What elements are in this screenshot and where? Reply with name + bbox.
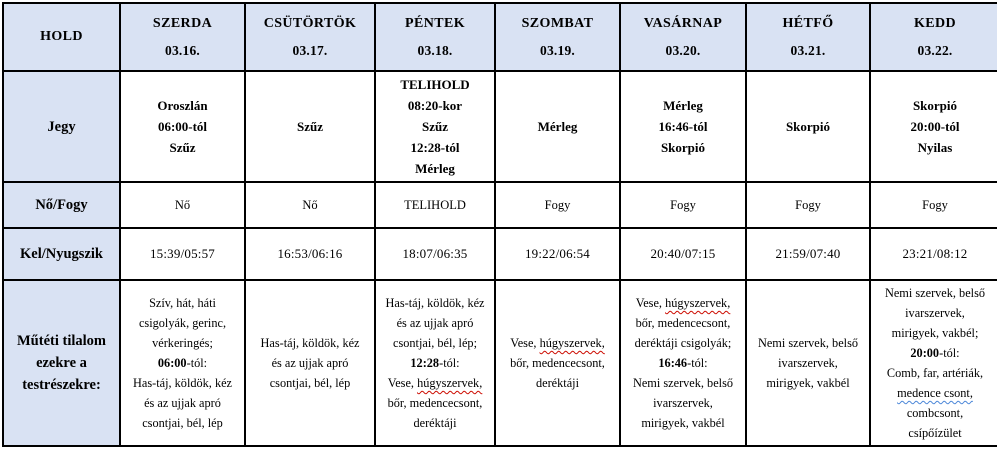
header-cell-pentek [375,3,495,71]
text-run: Nemi szervek, belső [757,336,859,350]
text-run: deréktáji [535,376,579,390]
text-run: mirigyek, vakbél; [891,326,979,340]
row-kel-nyugszik [3,228,997,280]
text-line [126,373,239,393]
text-run: -tól: [439,356,460,370]
text-run: 20:00 [910,346,940,360]
text-run: és az ujjak apró [271,356,349,370]
text-run: 08:20-kor [407,98,463,113]
text-run: Mérleg [663,98,703,113]
text-run: Vese, [387,376,418,390]
text-line [752,333,864,353]
text-run: deréktáji csigolyák; [634,336,732,350]
text-run: -tól: [687,356,708,370]
text-line [126,333,239,353]
text-run: Szűz [297,119,323,134]
day-date: 03.20. [665,42,701,58]
text-line [381,116,489,137]
text-line [381,393,489,413]
header-row [3,3,997,71]
text-line [381,293,489,313]
row-label-jegy: Jegy [3,71,120,182]
header-cell-szombat [495,3,620,71]
text-line [876,137,994,158]
text-line [126,393,239,413]
text-line [501,333,614,353]
proofing-marked-text: húgyszervek, [417,376,483,390]
text-line [626,95,740,116]
text-line [752,116,864,137]
text-run: csontjai, bél, lép; [392,336,477,350]
text-run: csontjai, bél, lép [269,376,351,390]
text-line [381,313,489,333]
cell-jegy-szombat [495,71,620,182]
day-name: HÉTFŐ [782,15,834,31]
day-date: 03.21. [790,42,826,58]
row-no-fogy [3,182,997,228]
cell-kel-hetfo: 21:59/07:40 [746,228,870,280]
text-line [501,373,614,393]
cell-nofogy-kedd: Fogy [870,182,997,228]
cell-mutet-szombat [495,280,620,446]
text-line [876,116,994,137]
text-line [752,373,864,393]
text-run: Has-táj, köldök, kéz [385,296,485,310]
text-run: TELIHOLD [400,77,470,92]
day-date: 03.18. [417,42,453,58]
text-line [126,413,239,433]
text-run: és az ujjak apró [144,396,221,410]
text-run: Oroszlán [157,98,208,113]
corner-cell-hold: HOLD [3,3,120,71]
text-line [126,116,239,137]
header-cell-hetfo [746,3,870,71]
text-run: csigolyák, gerinc, [138,316,227,330]
row-jegy [3,71,997,182]
text-line [626,373,740,393]
text-run: -tól: [939,346,960,360]
header-cell-vasarnap [620,3,746,71]
header-cell-szerda [120,3,245,71]
text-run: ivarszervek, [905,306,965,320]
row-mutet [3,280,997,446]
text-run: 16:46 [658,356,688,370]
text-line [876,423,994,443]
cell-kel-kedd: 23:21/08:12 [870,228,997,280]
day-date: 03.22. [917,42,953,58]
text-line [251,353,369,373]
proofing-marked-text: húgyszervek, [539,336,605,350]
day-date: 03.17. [292,42,328,58]
text-line [626,333,740,353]
text-line [626,116,740,137]
cell-nofogy-hetfo: Fogy [746,182,870,228]
cell-mutet-kedd [870,280,997,446]
text-line [381,333,489,353]
cell-kel-vasarnap: 20:40/07:15 [620,228,746,280]
text-line [876,383,994,403]
cell-nofogy-csutortok: Nő [245,182,375,228]
cell-mutet-vasarnap [620,280,746,446]
text-line [626,393,740,413]
day-name: CSÜTÖRTÖK [263,15,357,31]
text-run: 12:28-tól [410,140,460,155]
day-name: SZOMBAT [521,15,594,31]
text-run: Nyilas [917,140,953,155]
text-line [876,343,994,363]
cell-nofogy-vasarnap: Fogy [620,182,746,228]
row-label-kel-nyugszik: Kel/Nyugszik [3,228,120,280]
cell-jegy-csutortok [245,71,375,182]
text-run: deréktáji [413,416,457,430]
text-line [876,363,994,383]
text-line [381,74,489,95]
text-line [126,353,239,373]
text-line [752,353,864,373]
text-line [251,116,369,137]
text-line [381,413,489,433]
text-run: csontjai, bél, lép [142,416,223,430]
day-date: 03.19. [540,42,575,58]
text-run: Nemi szervek, belső [632,376,734,390]
text-line [126,95,239,116]
cell-jegy-szerda [120,71,245,182]
text-run: Skorpió [785,119,831,134]
text-run: Szűz [169,140,196,155]
cell-jegy-kedd [870,71,997,182]
day-date: 03.16. [165,42,200,58]
text-run: vérkeringés; [152,336,213,350]
text-run: Mérleg [415,161,455,176]
text-run: Skorpió [912,98,958,113]
text-run: Comb, far, artériák, [886,366,984,380]
text-line [876,283,994,303]
text-line [626,353,740,373]
day-name: PÉNTEK [405,15,465,31]
text-line [126,293,239,313]
moon-calendar-table [2,2,997,447]
proofing-marked-text: medence csont, [897,386,973,400]
text-line [381,158,489,179]
cell-nofogy-szerda: Nő [120,182,245,228]
text-line [251,333,369,353]
row-label-no-fogy: Nő/Fogy [3,182,120,228]
text-run: 16:46-tól [658,119,708,134]
header-cell-csutortok [245,3,375,71]
header-cell-kedd [870,3,997,71]
text-run: mirigyek, vakbél [766,376,850,390]
proofing-marked-text: húgyszervek, [665,296,731,310]
text-line [626,293,740,313]
text-line [126,313,239,333]
text-run: Mérleg [537,119,578,134]
cell-mutet-hetfo [746,280,870,446]
cell-kel-csutortok: 16:53/06:16 [245,228,375,280]
cell-mutet-csutortok [245,280,375,446]
text-run: csípőízület [908,426,962,440]
cell-nofogy-szombat: Fogy [495,182,620,228]
text-line [381,95,489,116]
text-line [876,403,994,423]
text-run: Has-táj, köldök, kéz [260,336,360,350]
text-run: 06:00-tól [157,119,208,134]
text-run: Skorpió [660,140,706,155]
cell-kel-pentek: 18:07/06:35 [375,228,495,280]
text-line [876,95,994,116]
text-run: és az ujjak apró [396,316,474,330]
text-line [626,313,740,333]
text-line [626,413,740,433]
text-line [626,137,740,158]
day-name: KEDD [913,15,957,31]
cell-jegy-pentek [375,71,495,182]
row-label-mutet: Műtéti tilalom ezekre a testrészekre: [3,280,120,446]
text-run: Vese, [635,296,666,310]
text-line [381,373,489,393]
text-run: 12:28 [410,356,440,370]
text-run: Szív, hát, háti [149,296,216,310]
cell-kel-szerda: 15:39/05:57 [120,228,245,280]
text-run: Nemi szervek, belső [884,286,986,300]
text-run: Szűz [422,119,448,134]
text-run: 20:00-tól [910,119,960,134]
text-line [381,353,489,373]
cell-mutet-pentek [375,280,495,446]
text-line [876,303,994,323]
text-run: Has-táj, köldök, kéz [132,376,233,390]
text-run: ivarszervek, [778,356,838,370]
cell-jegy-vasarnap [620,71,746,182]
text-run: Vese, [510,336,540,350]
text-run: combcsont, [906,406,964,420]
day-name: SZERDA [152,15,213,31]
cell-kel-szombat: 19:22/06:54 [495,228,620,280]
text-run: -tól: [186,356,208,370]
day-name: VASÁRNAP [643,15,723,31]
cell-jegy-hetfo [746,71,870,182]
text-line [876,323,994,343]
text-run: bőr, medencecsont, [510,356,605,370]
text-line [381,137,489,158]
text-line [126,137,239,158]
text-line [501,116,614,137]
text-run: bőr, medencecsont, [635,316,731,330]
cell-mutet-szerda [120,280,245,446]
text-line [251,373,369,393]
cell-nofogy-pentek: TELIHOLD [375,182,495,228]
text-line [501,353,614,373]
text-run: mirigyek, vakbél [641,416,725,430]
text-run: 06:00 [157,356,187,370]
text-run: bőr, medencecsont, [387,396,483,410]
text-run: ivarszervek, [653,396,713,410]
